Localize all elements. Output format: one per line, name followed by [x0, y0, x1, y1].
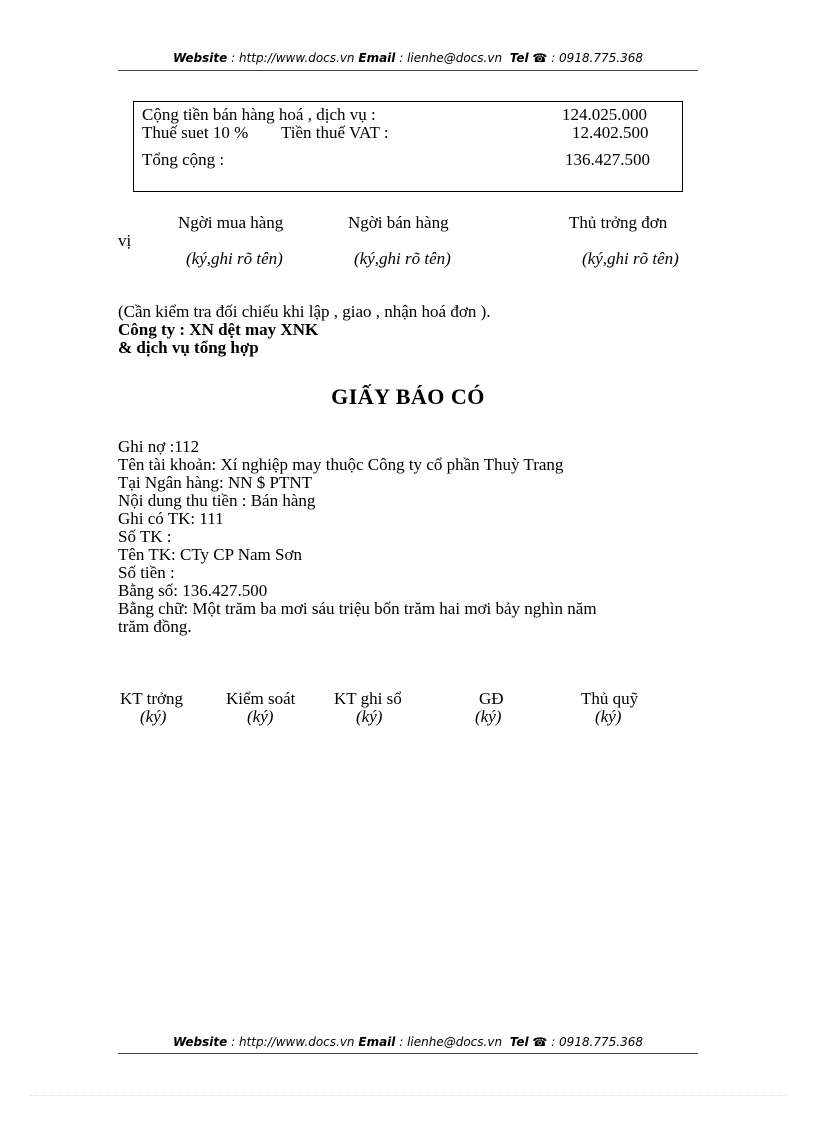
email-link[interactable]: lienhe@docs.vn [407, 1035, 503, 1049]
footer-rule [118, 1053, 698, 1054]
email-label: Email [358, 51, 396, 65]
approval-sign: (ký) [140, 707, 167, 726]
approval-sign: (ký) [356, 707, 383, 726]
tax-amount-label: Tiền thuế VAT : [281, 123, 389, 142]
detail-line: Số TK : [118, 527, 172, 546]
unit-head-signature-label: Thủ trởng đơn [569, 213, 668, 232]
seller-signature-label: Ngời bán hàng [348, 213, 449, 232]
detail-line: Nội dung thu tiền : Bán hàng [118, 491, 316, 510]
website-link[interactable]: http://www.docs.vn [238, 51, 355, 65]
detail-line: Bằng số: 136.427.500 [118, 581, 268, 600]
tax-rate-label: Thuế suet 10 % [142, 123, 249, 142]
grand-total-value: 136.427.500 [565, 150, 650, 169]
website-label: Website [172, 51, 228, 65]
detail-line: Ghi nợ :112 [118, 437, 200, 456]
website-label: Website [172, 1035, 228, 1049]
goods-total-value: 124.025.000 [562, 105, 647, 124]
approval-role: Kiểm soát [226, 689, 296, 708]
page-header: Website : http://www.docs.vn Email : lienhe@docs.vn Tel ☎ : 0918.775.368 [172, 51, 644, 65]
email-label: Email [358, 1035, 396, 1049]
approval-role: GĐ [479, 689, 504, 708]
approval-sign: (ký) [247, 707, 274, 726]
goods-total-label: Cộng tiền bán hàng hoá , dịch vụ : [142, 105, 376, 124]
company-name: Công ty : XN dệt may XNK [118, 320, 319, 339]
approval-role: KT ghi sổ [334, 689, 402, 708]
grand-total-label: Tổng cộng : [142, 150, 225, 169]
unit-head-signature-label-cont: vị [118, 231, 132, 250]
tel-value: : 0918.775.368 [547, 1035, 644, 1049]
buyer-signature-label: Ngời mua hàng [178, 213, 284, 232]
detail-line: Tên tài khoản: Xí nghiệp may thuộc Công ty cổ phần Thuỳ Trang [118, 455, 564, 474]
header-rule [118, 70, 698, 71]
detail-line: trăm đồng. [118, 617, 192, 636]
unit-head-signature-note: (ký,ghi rõ tên) [582, 249, 679, 268]
phone-icon: ☎ [532, 51, 548, 65]
email-link[interactable]: lienhe@docs.vn [407, 51, 503, 65]
seller-signature-note: (ký,ghi rõ tên) [354, 249, 451, 268]
page-edge-dots [30, 1095, 786, 1096]
company-subtitle: & dịch vụ tổng hợp [118, 338, 259, 357]
tel-value: : 0918.775.368 [547, 51, 644, 65]
detail-line: Tên TK: CTy CP Nam Sơn [118, 545, 302, 564]
page-footer: Website : http://www.docs.vn Email : lienhe@docs.vn Tel ☎ : 0918.775.368 [172, 1035, 644, 1049]
detail-line: Số tiền : [118, 563, 175, 582]
approval-role: Thủ quỹ [581, 689, 639, 708]
check-note: (Cần kiểm tra đối chiếu khi lập , giao , nhận hoá đơn ). [118, 302, 491, 321]
detail-line: Tại Ngân hàng: NN $ PTNT [118, 473, 313, 492]
detail-line: Ghi có TK: 111 [118, 509, 224, 528]
approval-sign: (ký) [475, 707, 502, 726]
document-title: GIẤY BÁO CÓ [331, 384, 485, 409]
website-link[interactable]: http://www.docs.vn [238, 1035, 355, 1049]
phone-icon: ☎ [532, 1035, 548, 1049]
approval-role: KT trởng [120, 689, 183, 708]
buyer-signature-note: (ký,ghi rõ tên) [186, 249, 283, 268]
detail-line: Bằng chữ: Một trăm ba mơi sáu triệu bốn trăm hai mơi bảy nghìn năm [118, 599, 597, 618]
approval-sign: (ký) [595, 707, 622, 726]
tax-amount-value: 12.402.500 [572, 123, 649, 142]
tel-label: Tel [509, 1035, 529, 1049]
tel-label: Tel [509, 51, 529, 65]
